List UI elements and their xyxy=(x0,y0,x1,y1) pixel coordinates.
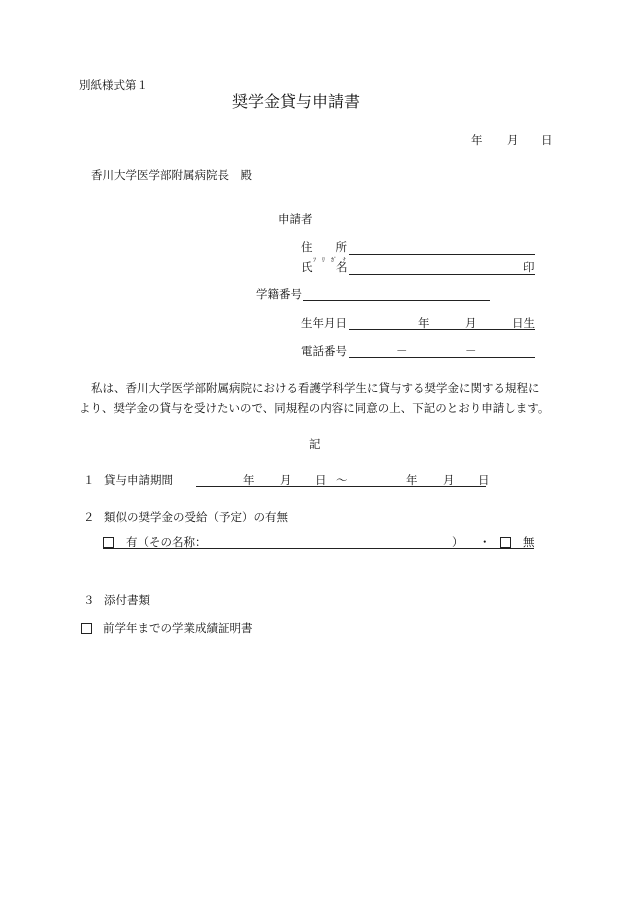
address-label: 住 所 xyxy=(301,240,347,254)
body-text-2: より、奨学金の貸与を受けたいので、同規程の内容に同意の上、下記のとおり申請します。 xyxy=(79,401,550,415)
form-number: 別紙様式第１ xyxy=(79,78,148,92)
item3-label: 添付書類 xyxy=(104,593,150,607)
transcript-label: 前学年までの学業成績証明書 xyxy=(103,621,253,635)
seal-mark: 印 xyxy=(523,260,535,274)
item1-label: 貸与申請期間 xyxy=(104,473,173,487)
item2-label: 類似の奨学金の受給（予定）の有無 xyxy=(104,510,288,524)
furigana-hint: ﾌ ﾘ ｶﾞ ﾅ xyxy=(313,257,348,264)
page-title: 奨学金貸与申請書 xyxy=(232,92,361,111)
address-field[interactable] xyxy=(349,254,535,255)
name-label-2: 名 xyxy=(336,260,348,274)
student-id-field[interactable] xyxy=(303,300,490,301)
name-field[interactable] xyxy=(349,274,535,275)
birth-field[interactable] xyxy=(349,329,535,330)
applicant-heading: 申請者 xyxy=(278,212,313,226)
checkbox-no[interactable] xyxy=(500,537,511,550)
item3-number: ３ xyxy=(83,593,95,607)
addressee: 香川大学医学部附属病院長 殿 xyxy=(91,168,252,182)
option-no-label: 無 xyxy=(523,535,535,549)
body-text-1: 私は、香川大学医学部附属病院における看護学科学生に貸与する奨学金に関する規程に xyxy=(91,381,540,395)
name-label: 氏 xyxy=(301,260,313,274)
item1-number: １ xyxy=(83,473,95,487)
option-yes-label: 有（その名称： xyxy=(126,535,207,549)
phone-field[interactable] xyxy=(349,357,535,358)
phone-label: 電話番号 xyxy=(301,344,347,358)
checkbox-yes[interactable] xyxy=(103,537,114,550)
item2-number: ２ xyxy=(83,510,95,524)
birth-label: 生年月日 xyxy=(301,316,347,330)
ki-heading: 記 xyxy=(309,437,321,451)
student-id-label: 学籍番号 xyxy=(256,287,302,301)
checkbox-transcript[interactable] xyxy=(81,623,92,636)
